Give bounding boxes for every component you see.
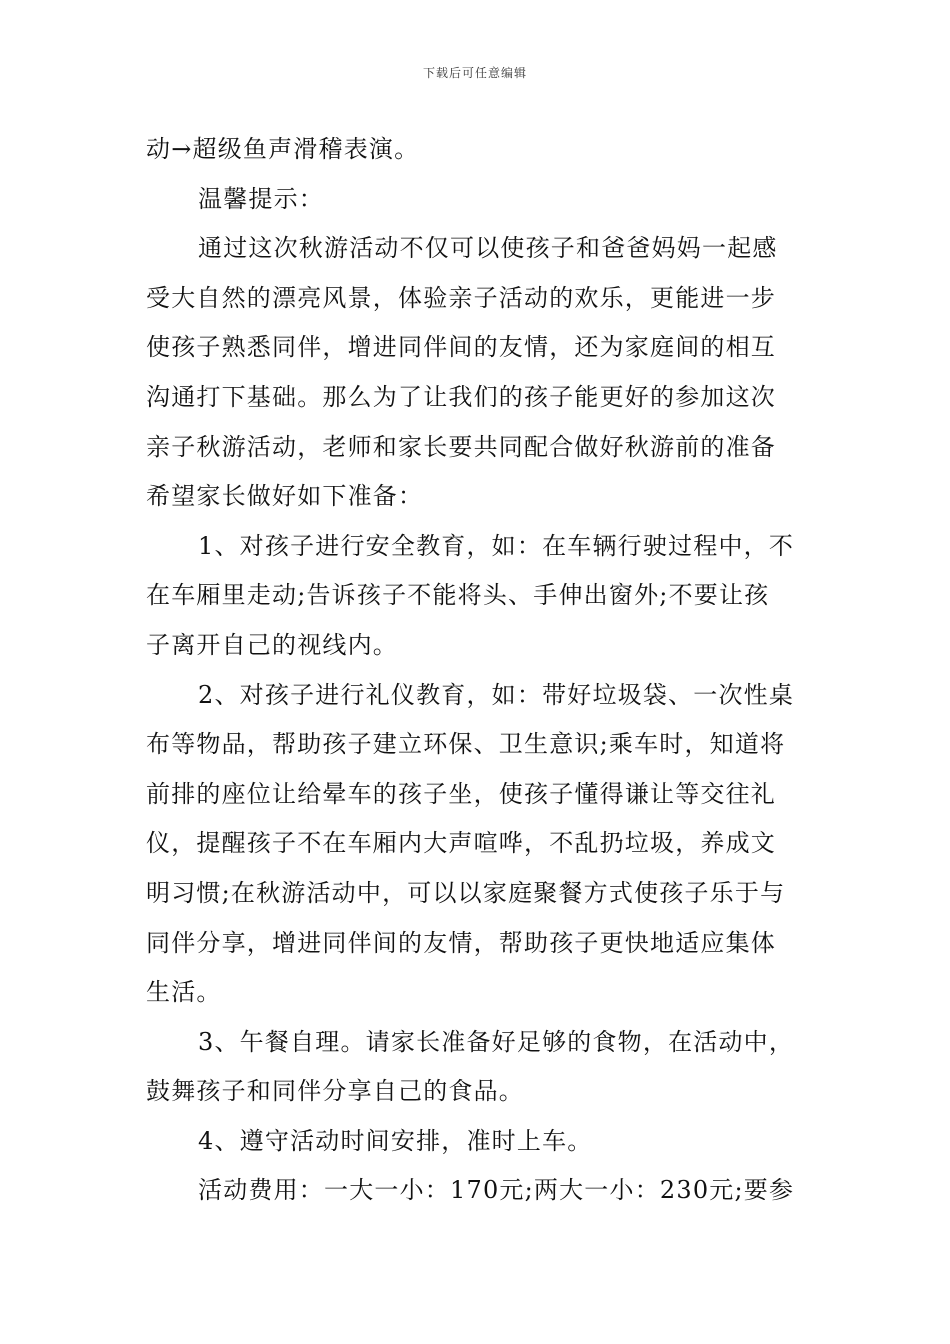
text-line: 使孩子熟悉同伴，增进同伴间的友情，还为家庭间的相互 <box>146 333 776 362</box>
document-body <box>146 125 810 1216</box>
text-line: 子离开自己的视线内。 <box>146 630 398 659</box>
text-line: 鼓舞孩子和同伴分享自己的食品。 <box>146 1077 524 1106</box>
text-line: 沟通打下基础。那么为了让我们的孩子能更好的参加这次 <box>146 382 776 411</box>
text-line: 受大自然的漂亮风景，体验亲子活动的欢乐，更能进一步 <box>146 283 776 312</box>
text-line: 1、对孩子进行安全教育，如：在车辆行驶过程中，不 <box>198 531 795 560</box>
text-line: 2、对孩子进行礼仪教育，如：带好垃圾袋、一次性桌 <box>198 680 795 709</box>
text-line: 明习惯;在秋游活动中，可以以家庭聚餐方式使孩子乐于与 <box>146 878 786 907</box>
page-header: 下载后可任意编辑 <box>422 66 527 80</box>
text-line: 温馨提示： <box>198 184 324 213</box>
text-line: 通过这次秋游活动不仅可以使孩子和爸爸妈妈一起感 <box>198 234 778 263</box>
text-line: 前排的座位让给晕车的孩子坐，使孩子懂得谦让等交往礼 <box>146 779 776 808</box>
text-line: 仪，提醒孩子不在车厢内大声喧哗，不乱扔垃圾，养成文 <box>146 829 776 858</box>
text-line: 动→超级鱼声滑稽表演。 <box>146 135 420 163</box>
text-line: 4、遵守活动时间安排，准时上车。 <box>198 1126 593 1155</box>
text-line: 在车厢里走动;告诉孩子不能将头、手伸出窗外;不要让孩 <box>146 581 770 610</box>
text-line: 希望家长做好如下准备： <box>146 482 424 511</box>
text-line: 3、午餐自理。请家长准备好足够的食物，在活动中， <box>198 1027 795 1056</box>
text-line: 布等物品，帮助孩子建立环保、卫生意识;乘车时，知道将 <box>146 730 786 759</box>
text-line: 亲子秋游活动，老师和家长要共同配合做好秋游前的准备 <box>146 432 776 461</box>
text-line: 活动费用：一大一小：170元;两大一小：230元;要参 <box>198 1176 795 1205</box>
text-line: 生活。 <box>146 978 222 1007</box>
text-line: 同伴分享，增进同伴间的友情，帮助孩子更快地适应集体 <box>146 928 776 957</box>
